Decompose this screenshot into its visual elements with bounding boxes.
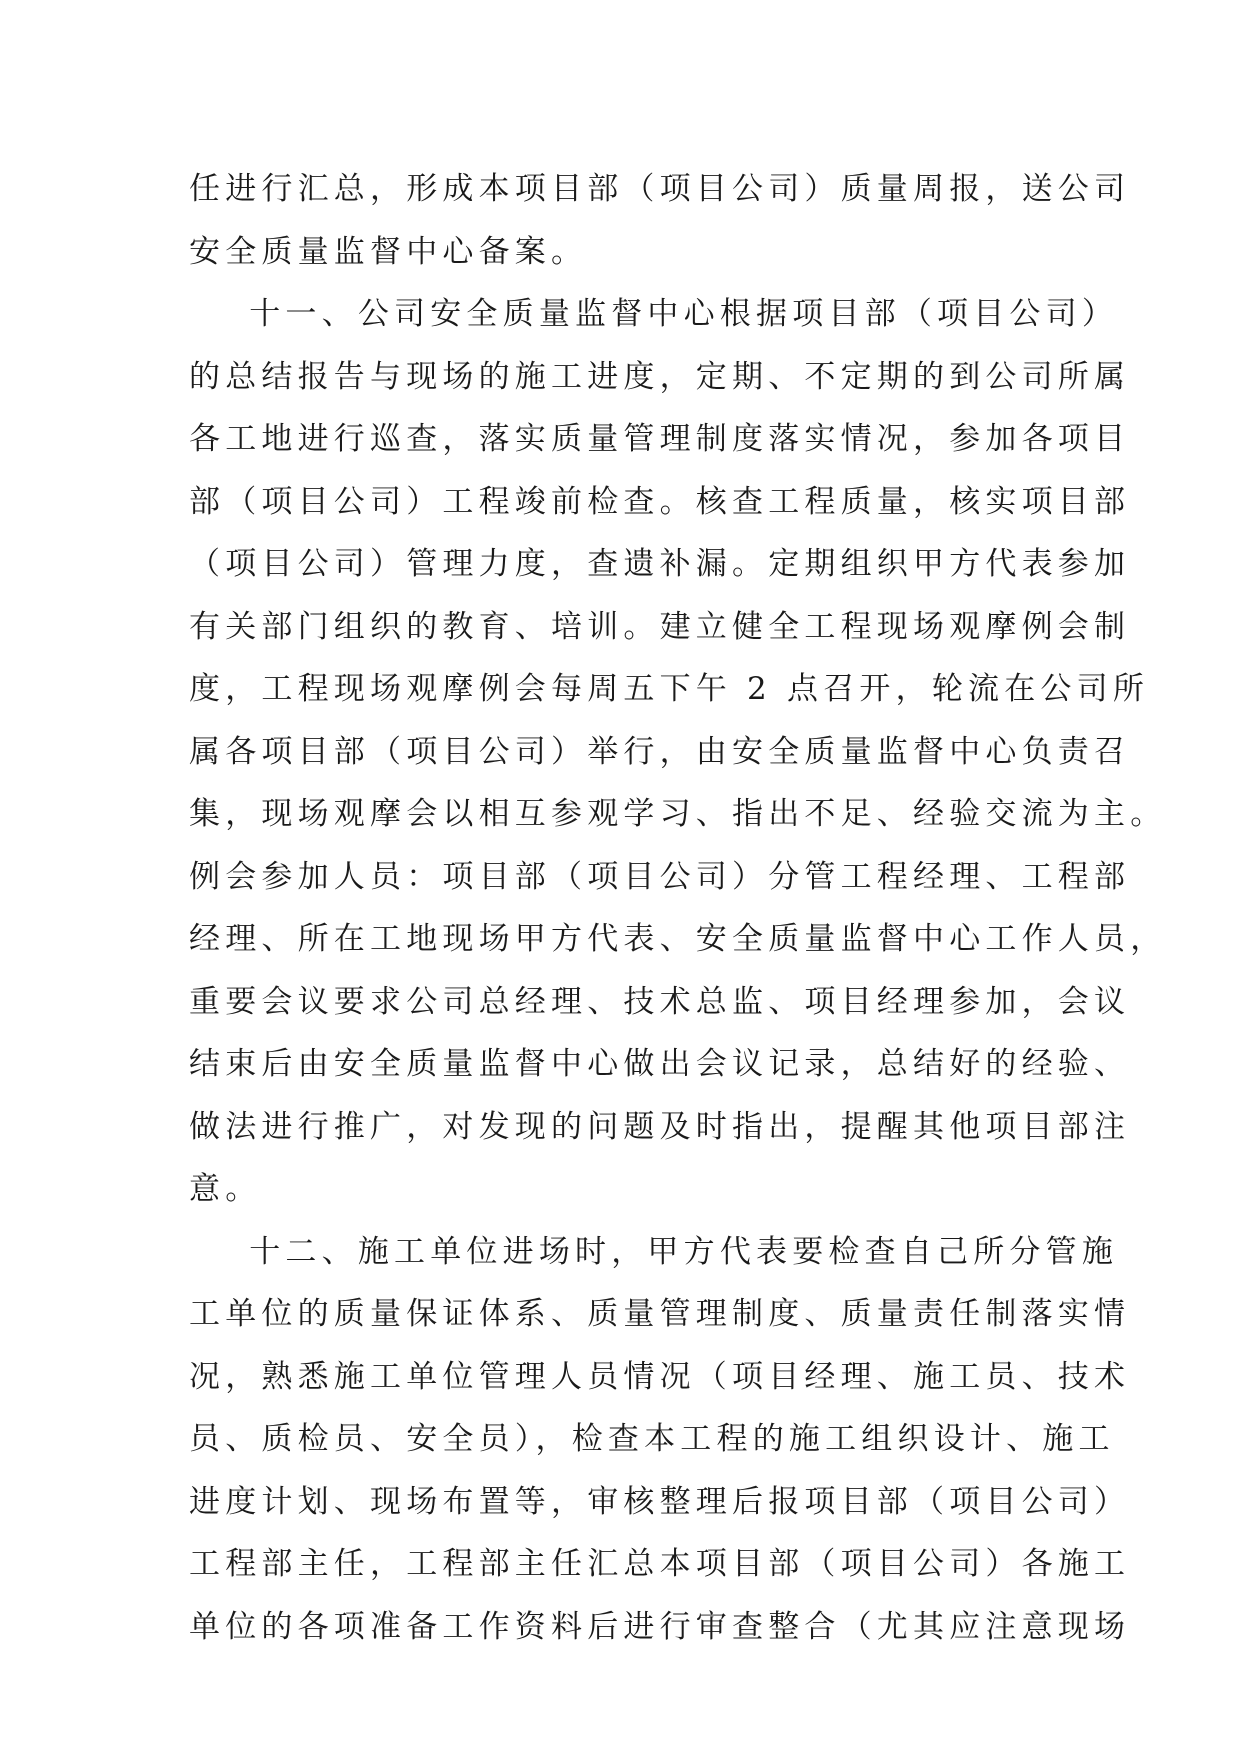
text-line: 员、质检员、安全员），检查本工程的施工组织设计、施工 bbox=[189, 1421, 1115, 1457]
document-body bbox=[189, 158, 1167, 1658]
text-line: 重要会议要求公司总经理、技术总监、项目经理参加，会议 bbox=[189, 983, 1131, 1020]
text-line: 十二、施工单位进场时，甲方代表要检查自己所分管施 bbox=[189, 1233, 1119, 1270]
text-line: 工程部主任，工程部主任汇总本项目部（项目公司）各施工 bbox=[189, 1546, 1131, 1582]
text-line: 安全质量监督中心备案。 bbox=[189, 233, 588, 270]
text-line: 进度计划、现场布置等，审核整理后报项目部（项目公司） bbox=[189, 1483, 1131, 1520]
text-line: 例会参加人员：项目部（项目公司）分管工程经理、工程部 bbox=[189, 858, 1131, 895]
text-line: 意。 bbox=[189, 1171, 262, 1207]
text-line: 做法进行推广，对发现的问题及时指出，提醒其他项目部注 bbox=[189, 1108, 1131, 1145]
text-line: 属各项目部（项目公司）举行，由安全质量监督中心负责召 bbox=[189, 733, 1131, 770]
text-line: 部（项目公司）工程竣前检查。核查工程质量，核实项目部 bbox=[189, 483, 1131, 520]
text-line: 工单位的质量保证体系、质量管理制度、质量责任制落实情 bbox=[189, 1296, 1131, 1332]
text-line: 况，熟悉施工单位管理人员情况（项目经理、施工员、技术 bbox=[189, 1358, 1131, 1395]
text-line: （项目公司）管理力度，查遗补漏。定期组织甲方代表参加 bbox=[189, 546, 1131, 582]
text-line: 经理、所在工地现场甲方代表、安全质量监督中心工作人员， bbox=[189, 921, 1167, 957]
text-line: 集，现场观摩会以相互参观学习、指出不足、经验交流为主。 bbox=[189, 796, 1167, 832]
text-line: 任进行汇总，形成本项目部（项目公司）质量周报，送公司 bbox=[189, 171, 1131, 207]
text-line: 十一、公司安全质量监督中心根据项目部（项目公司） bbox=[189, 296, 1119, 332]
text-line: 度，工程现场观摩例会每周五下午 2 点召开，轮流在公司所 bbox=[189, 671, 1150, 707]
text-line: 各工地进行巡查，落实质量管理制度落实情况，参加各项目 bbox=[189, 421, 1131, 457]
text-line: 结束后由安全质量监督中心做出会议记录，总结好的经验、 bbox=[189, 1046, 1131, 1082]
text-line: 的总结报告与现场的施工进度，定期、不定期的到公司所属 bbox=[189, 358, 1131, 395]
text-line: 单位的各项准备工作资料后进行审查整合（尤其应注意现场 bbox=[189, 1608, 1131, 1645]
text-line: 有关部门组织的教育、培训。建立健全工程现场观摩例会制 bbox=[189, 608, 1131, 645]
